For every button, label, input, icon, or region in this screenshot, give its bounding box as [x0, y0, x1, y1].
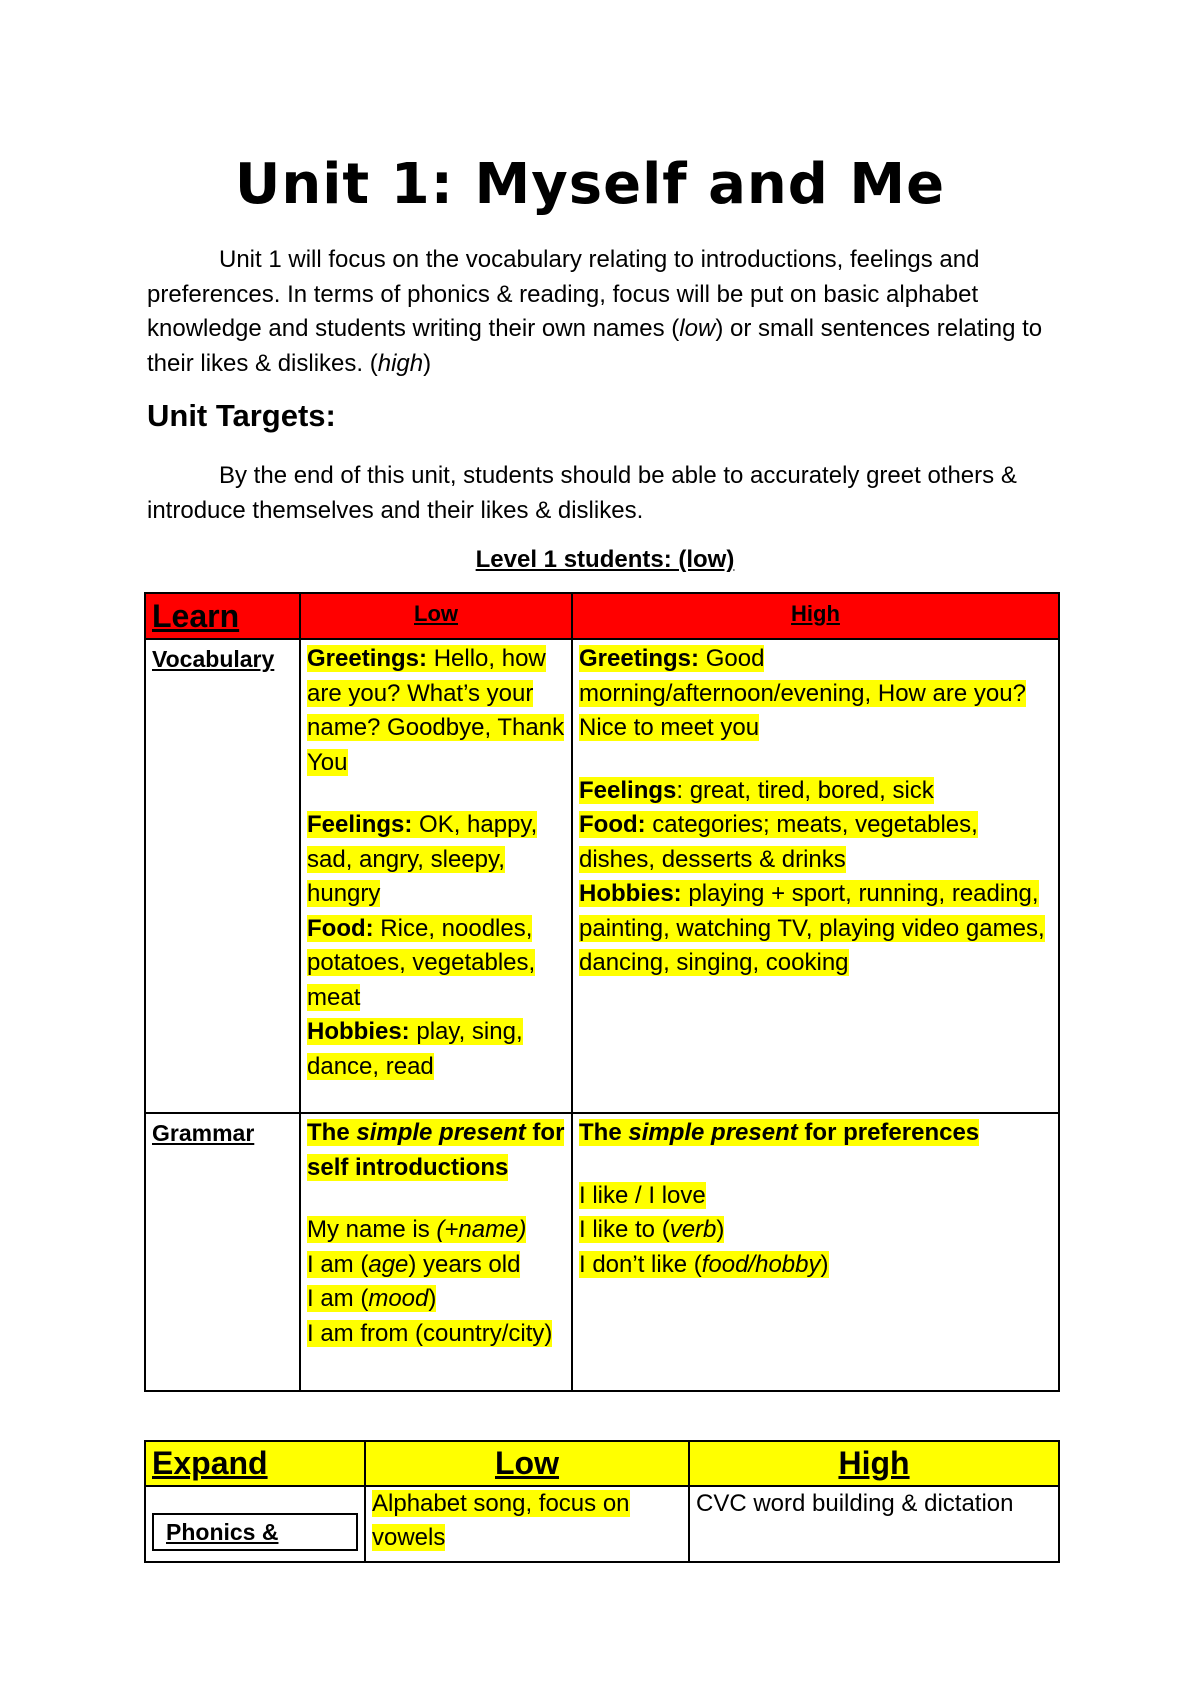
expand-header-row	[145, 1441, 1059, 1486]
expand-header-low: Low	[365, 1441, 689, 1486]
vocabulary-high-cell	[572, 639, 1059, 1113]
high-food-label: Food:	[579, 811, 646, 838]
low-grammar-line2-em: age	[368, 1250, 409, 1278]
low-feelings: OK, happy, sad, angry, sleepy, hungry	[307, 811, 538, 907]
page-title: Unit 1: Myself and Me	[234, 152, 946, 217]
learn-table	[144, 592, 1060, 1392]
low-hobbies: play, sing, dance, read	[307, 1018, 523, 1080]
high-grammar-heading-pre: The	[579, 1119, 629, 1146]
learn-header-low: Low	[300, 593, 572, 639]
high-grammar-heading-em: simple present	[628, 1119, 798, 1146]
low-food: Rice, noodles, potatoes, vegetables, meat	[307, 914, 536, 1011]
low-hobbies-label: Hobbies:	[307, 1018, 410, 1045]
learn-header-learn: Learn	[152, 598, 240, 634]
low-grammar-heading-pre: The	[307, 1119, 357, 1146]
high-hobbies-label: Hobbies:	[579, 880, 682, 907]
grammar-low-cell	[300, 1113, 572, 1391]
grammar-label: Grammar	[152, 1120, 255, 1146]
targets-text: By the end of this unit, students should be able to accurately greet others & introduce themselves and their likes & dislikes.	[147, 462, 1017, 524]
phonics-low: Alphabet song, focus on vowels	[372, 1489, 630, 1551]
grammar-high-cell	[572, 1113, 1059, 1391]
phonics-low-cell	[365, 1486, 689, 1563]
phonics-label: Phonics &	[152, 1513, 358, 1551]
high-grammar-line1: I like / I love	[579, 1181, 706, 1209]
high-grammar-line3-em: food/hobby	[701, 1250, 821, 1278]
high-grammar-heading-post: for preferences	[797, 1119, 980, 1146]
high-feelings: : great, tired, bored, sick	[676, 776, 934, 804]
expand-table	[144, 1440, 1060, 1563]
low-greetings: Hello, how are you? What’s your name? Goodbye, Thank You	[307, 645, 565, 776]
intro-low: low	[679, 315, 716, 342]
intro-text-1: Unit 1 will focus on the vocabulary relating to introductions, feelings and preferences. In terms of phonics & reading, focus will be put on basic alphabet knowledge and students writing their own names (	[147, 246, 980, 342]
high-grammar-line2-pre: I like to (	[579, 1216, 670, 1243]
learn-header-high: High	[572, 593, 1059, 639]
intro-paragraph	[147, 243, 1067, 381]
vocabulary-label: Vocabulary	[152, 646, 275, 672]
learn-header-row	[145, 593, 1059, 639]
level-heading: Level 1 students: (low)	[475, 546, 735, 573]
low-feelings-label: Feelings:	[307, 811, 413, 838]
low-food-label: Food:	[307, 914, 374, 942]
intro-text-3: )	[423, 349, 432, 377]
high-grammar-line2-em: verb	[669, 1216, 717, 1243]
low-grammar-line1-pre: My name is	[307, 1216, 437, 1243]
targets-paragraph	[147, 459, 1067, 528]
low-grammar-line3-pre: I am (	[307, 1285, 369, 1312]
low-grammar-line3-post: )	[428, 1285, 437, 1312]
high-feelings-label: Feelings	[579, 776, 677, 804]
expand-header-high: High	[689, 1441, 1059, 1486]
vocabulary-row	[145, 639, 1059, 1113]
low-grammar-heading-post: for self introductions	[307, 1119, 565, 1181]
low-grammar-line3-em: mood	[368, 1285, 429, 1312]
low-grammar-line2-pre: I am (	[307, 1250, 369, 1278]
grammar-row	[145, 1113, 1059, 1391]
low-grammar-line2-post: ) years old	[408, 1250, 521, 1278]
high-greetings-label: Greetings:	[579, 645, 700, 672]
vocabulary-low-cell	[300, 639, 572, 1113]
low-grammar-line1-em: (+name)	[436, 1216, 527, 1243]
phonics-row	[145, 1486, 1059, 1563]
high-grammar-line3-pre: I don’t like (	[579, 1250, 702, 1278]
low-greetings-label: Greetings:	[307, 645, 428, 672]
high-grammar-line3-post: )	[820, 1250, 829, 1278]
intro-text-2: ) or small sentences relating to their likes & dislikes. (	[147, 315, 1043, 377]
intro-high: high	[377, 349, 424, 377]
high-food: categories; meats, vegetables, dishes, desserts & drinks	[579, 811, 978, 873]
low-grammar-heading-em: simple present	[356, 1119, 526, 1146]
high-hobbies: playing + sport, running, reading, painting, watching TV, playing video games, dancing, singing, cooking	[579, 880, 1045, 976]
phonics-high-cell: CVC word building & dictation	[689, 1486, 1059, 1563]
expand-header-expand: Expand	[152, 1445, 268, 1481]
low-grammar-line4: I am from (country/city)	[307, 1319, 553, 1347]
high-greetings: Good morning/afternoon/evening, How are you? Nice to meet you	[579, 645, 1026, 741]
high-grammar-line2-post: )	[716, 1216, 725, 1243]
targets-heading: Unit Targets:	[147, 398, 336, 433]
